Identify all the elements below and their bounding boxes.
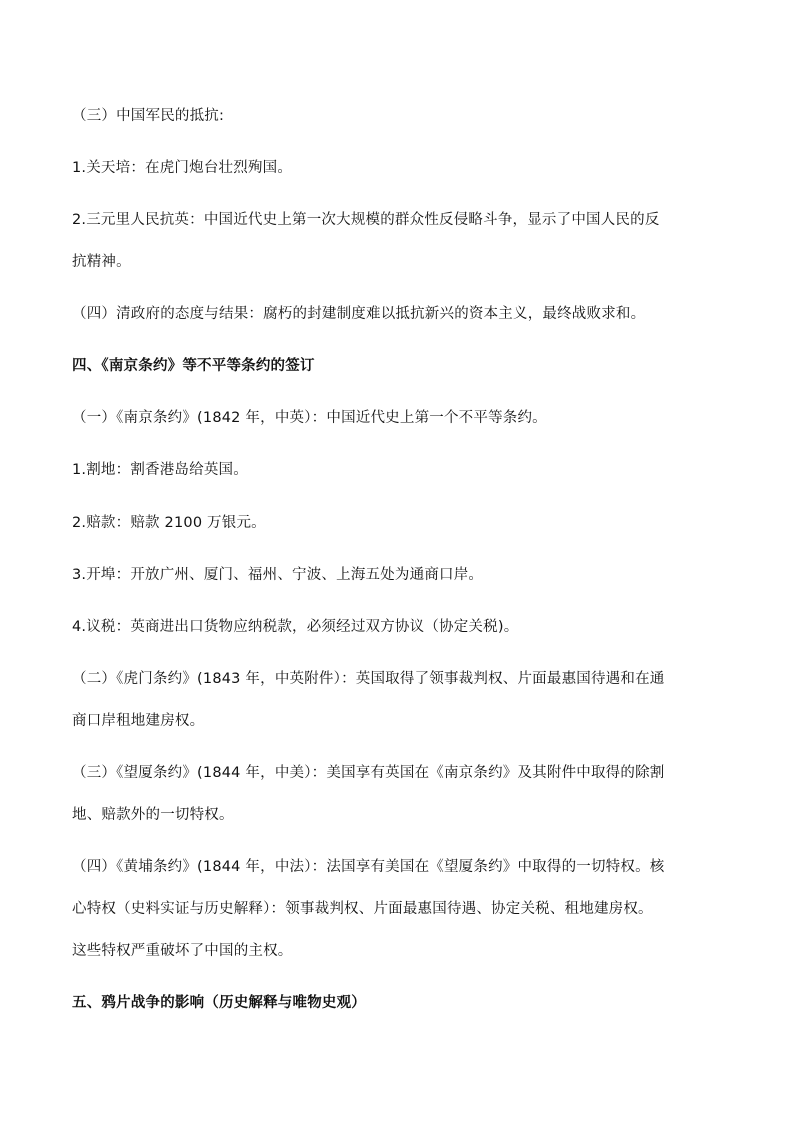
section-heading-impact: 五、鸦片战争的影响（历史解释与唯物史观） [72, 995, 366, 1011]
paragraph-guan-tianpei: 1.关天培：在虎门炮台壮烈殉国。 [72, 160, 293, 176]
paragraph-tariff: 4.议税：英商进出口货物应纳税款，必须经过双方协议（协定关税)。 [72, 619, 519, 635]
subsection-huangpu-treaty-line3: 这些特权严重破坏了中国的主权。 [72, 943, 293, 959]
paragraph-cede-land: 1.割地：割香港岛给英国。 [72, 462, 248, 478]
paragraph-sanyuanli-line2: 抗精神。 [72, 254, 131, 270]
section-heading-treaties: 四、《南京条约》等不平等条约的签订 [72, 358, 315, 374]
paragraph-indemnity: 2.赔款：赔款 2100 万银元。 [72, 515, 266, 531]
paragraph-open-ports: 3.开埠：开放广州、厦门、福州、宁波、上海五处为通商口岸。 [72, 567, 484, 583]
subsection-huangpu-treaty-line1: （四）《黄埔条约》(1844 年，中法）：法国享有美国在《望厦条约》中取得的一切特权。核 [72, 859, 665, 875]
subsection-heading-resistance: （三）中国军民的抵抗: [72, 108, 225, 124]
subsection-huangpu-treaty-line2: 心特权（史料实证与历史解释）：领事裁判权、片面最惠国待遇、协定关税、租地建房权。 [72, 901, 653, 917]
subsection-humen-treaty-line1: （二）《虎门条约》(1843 年，中英附件）：英国取得了领事裁判权、片面最惠国待遇和在通 [72, 671, 665, 687]
subsection-humen-treaty-line2: 商口岸租地建房权。 [72, 713, 205, 729]
paragraph-sanyuanli-line1: 2.三元里人民抗英：中国近代史上第一次大规模的群众性反侵略斗争，显示了中国人民的反 [72, 212, 660, 228]
paragraph-qing-attitude: （四）清政府的态度与结果：腐朽的封建制度难以抵抗新兴的资本主义，最终战败求和。 [72, 306, 646, 322]
subsection-wangxia-treaty-line1: （三）《望厦条约》(1844 年，中美）：美国享有英国在《南京条约》及其附件中取得的除割 [72, 765, 665, 781]
subsection-wangxia-treaty-line2: 地、赔款外的一切特权。 [72, 807, 234, 823]
subsection-nanjing-treaty: （一）《南京条约》(1842 年，中英）：中国近代史上第一个不平等条约。 [72, 410, 547, 426]
